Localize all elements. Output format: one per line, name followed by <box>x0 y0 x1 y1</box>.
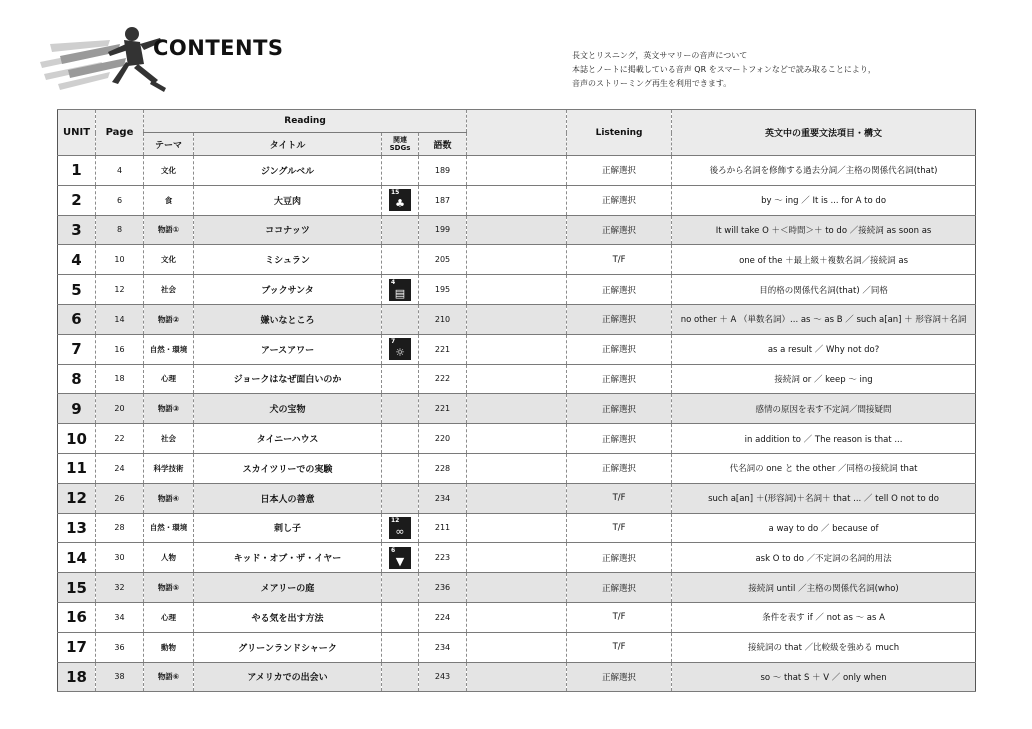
theme-cell: 人物 <box>144 543 194 573</box>
sdgs-cell <box>382 483 419 513</box>
contents-table <box>57 109 976 692</box>
listening-type: 正解選択 <box>567 334 672 364</box>
listening-type: 正解選択 <box>567 156 672 186</box>
grammar-points: so 〜 that S ＋ V ／ only when <box>672 662 976 692</box>
title-cell: 犬の宝物 <box>194 394 382 424</box>
blank-cell <box>467 364 567 394</box>
page-number: 36 <box>96 632 144 662</box>
sdgs-cell <box>382 394 419 424</box>
theme-cell: 心理 <box>144 602 194 632</box>
word-count: 187 <box>419 185 467 215</box>
theme-cell: 文化 <box>144 245 194 275</box>
grammar-points: in addition to ／ The reason is that ... <box>672 424 976 454</box>
table-row <box>58 245 976 275</box>
unit-number: 16 <box>58 602 96 632</box>
word-count: 234 <box>419 483 467 513</box>
sdg-number: 15 <box>391 189 400 197</box>
sdg-number: 6 <box>391 546 396 554</box>
theme-cell: 物語⑤ <box>144 573 194 603</box>
note-line: 本誌とノートに掲載している音声 QR をスマートフォンなどで読み取ることにより， <box>572 65 876 74</box>
listening-type: T/F <box>567 483 672 513</box>
table-row <box>58 602 976 632</box>
sdg-number: 12 <box>391 516 400 524</box>
blank-cell <box>467 156 567 186</box>
header-grammar: 英文中の重要文法項目・構文 <box>672 110 976 156</box>
unit-number: 12 <box>58 483 96 513</box>
header-reading: Reading <box>144 110 467 133</box>
theme-cell: 物語② <box>144 304 194 334</box>
word-count: 223 <box>419 543 467 573</box>
listening-type: T/F <box>567 632 672 662</box>
grammar-points: as a result ／ Why not do? <box>672 334 976 364</box>
word-count: 205 <box>419 245 467 275</box>
unit-number: 9 <box>58 394 96 424</box>
unit-number: 10 <box>58 424 96 454</box>
page-number: 6 <box>96 185 144 215</box>
unit-number: 8 <box>58 364 96 394</box>
title-cell: キッド・オブ・ザ・イヤー <box>194 543 382 573</box>
sdgs-cell <box>382 602 419 632</box>
sdgs-cell <box>382 304 419 334</box>
header-words: 語数 <box>419 133 467 156</box>
sdgs-cell <box>382 543 419 573</box>
unit-number: 2 <box>58 185 96 215</box>
listening-type: T/F <box>567 602 672 632</box>
blank-cell <box>467 245 567 275</box>
theme-cell: 物語④ <box>144 483 194 513</box>
grammar-points: one of the ＋最上級＋複数名詞／接続詞 as <box>672 245 976 275</box>
word-count: 220 <box>419 424 467 454</box>
unit-number: 3 <box>58 215 96 245</box>
grammar-points: 感情の原因を表す不定詞／間接疑問 <box>672 394 976 424</box>
sdgs-cell <box>382 156 419 186</box>
word-count: 210 <box>419 304 467 334</box>
theme-cell: 物語③ <box>144 394 194 424</box>
grammar-points: by 〜 ing ／ It is ... for A to do <box>672 185 976 215</box>
page-number: 18 <box>96 364 144 394</box>
table-row <box>58 394 976 424</box>
word-count: 189 <box>419 156 467 186</box>
listening-type: 正解選択 <box>567 364 672 394</box>
title-cell: ミシュラン <box>194 245 382 275</box>
sdgs-cell <box>382 275 419 305</box>
title-cell: メアリーの庭 <box>194 573 382 603</box>
table-row <box>58 662 976 692</box>
unit-number: 17 <box>58 632 96 662</box>
theme-cell: 科学技術 <box>144 453 194 483</box>
unit-number: 5 <box>58 275 96 305</box>
unit-number: 1 <box>58 156 96 186</box>
listening-type: 正解選択 <box>567 394 672 424</box>
theme-cell: 食 <box>144 185 194 215</box>
grammar-points: no other ＋ A （単数名詞）... as 〜 as B ／ such a[an] ＋ 形容詞＋名詞 <box>672 304 976 334</box>
title-cell: ブックサンタ <box>194 275 382 305</box>
blank-cell <box>467 185 567 215</box>
grammar-points: 接続詞 until ／主格の関係代名詞(who) <box>672 573 976 603</box>
header-page: Page <box>96 110 144 156</box>
page-number: 16 <box>96 334 144 364</box>
sdg-number: 4 <box>391 278 396 286</box>
theme-cell: 動物 <box>144 632 194 662</box>
listening-type: 正解選択 <box>567 543 672 573</box>
grammar-points: 接続詞の that ／比較級を強める much <box>672 632 976 662</box>
word-count: 243 <box>419 662 467 692</box>
word-count: 234 <box>419 632 467 662</box>
sdgs-cell <box>382 513 419 543</box>
page-number: 30 <box>96 543 144 573</box>
header-sdgs: 関連 SDGs <box>382 133 419 156</box>
tree-icon: ♣ <box>395 197 405 211</box>
page-number: 4 <box>96 156 144 186</box>
listening-type: 正解選択 <box>567 453 672 483</box>
table-row <box>58 304 976 334</box>
blank-cell <box>467 662 567 692</box>
title-cell: やる気を出す方法 <box>194 602 382 632</box>
word-count: 236 <box>419 573 467 603</box>
word-count: 199 <box>419 215 467 245</box>
table-row <box>58 275 976 305</box>
table-row <box>58 156 976 186</box>
page-number: 22 <box>96 424 144 454</box>
note-line: 長文とリスニング，英文サマリーの音声について <box>572 51 748 60</box>
table-row <box>58 513 976 543</box>
page-number: 12 <box>96 275 144 305</box>
blank-cell <box>467 483 567 513</box>
title-cell: 嫌いなところ <box>194 304 382 334</box>
sdgs-cell <box>382 245 419 275</box>
sdgs-cell <box>382 453 419 483</box>
sdg-infinity-icon <box>389 517 411 539</box>
page-title: CONTENTS <box>153 36 284 60</box>
table-row <box>58 364 976 394</box>
table-row <box>58 424 976 454</box>
grammar-points: 接続詞 or ／ keep 〜 ing <box>672 364 976 394</box>
page-number: 28 <box>96 513 144 543</box>
word-count: 228 <box>419 453 467 483</box>
blank-cell <box>467 424 567 454</box>
title-cell: 刺し子 <box>194 513 382 543</box>
blank-cell <box>467 632 567 662</box>
blank-cell <box>467 573 567 603</box>
table-row <box>58 215 976 245</box>
table-row <box>58 543 976 573</box>
word-count: 195 <box>419 275 467 305</box>
grammar-points: such a[an] ＋(形容詞)＋名詞＋ that ... ／ tell O not to do <box>672 483 976 513</box>
infinity-icon: ∞ <box>395 524 405 538</box>
sdgs-cell <box>382 364 419 394</box>
page-number: 14 <box>96 304 144 334</box>
blank-cell <box>467 394 567 424</box>
unit-number: 13 <box>58 513 96 543</box>
listening-type: 正解選択 <box>567 185 672 215</box>
listening-type: 正解選択 <box>567 573 672 603</box>
title-cell: 日本人の善意 <box>194 483 382 513</box>
page-number: 24 <box>96 453 144 483</box>
sdg-tree-icon <box>389 189 411 211</box>
title-cell: 大豆肉 <box>194 185 382 215</box>
title-cell: ジョークはなぜ面白いのか <box>194 364 382 394</box>
unit-number: 18 <box>58 662 96 692</box>
sdg-number: 7 <box>391 338 396 346</box>
theme-cell: 社会 <box>144 275 194 305</box>
table-row <box>58 185 976 215</box>
listening-type: 正解選択 <box>567 215 672 245</box>
sun-icon: ☼ <box>395 346 405 360</box>
book-icon: ▤ <box>394 286 406 300</box>
grammar-points: 代名詞の one と the other ／同格の接続詞 that <box>672 453 976 483</box>
word-count: 224 <box>419 602 467 632</box>
title-cell: グリーンランドシャーク <box>194 632 382 662</box>
grammar-points: 後ろから名詞を修飾する過去分詞／主格の関係代名詞(that) <box>672 156 976 186</box>
header-theme: テーマ <box>144 133 194 156</box>
theme-cell: 物語① <box>144 215 194 245</box>
unit-number: 15 <box>58 573 96 603</box>
blank-cell <box>467 513 567 543</box>
blank-cell <box>467 453 567 483</box>
title-cell: アメリカでの出会い <box>194 662 382 692</box>
sdgs-cell <box>382 424 419 454</box>
unit-number: 11 <box>58 453 96 483</box>
blank-cell <box>467 602 567 632</box>
grammar-points: 条件を表す if ／ not as 〜 as A <box>672 602 976 632</box>
word-count: 222 <box>419 364 467 394</box>
title-cell: スカイツリーでの実験 <box>194 453 382 483</box>
unit-number: 7 <box>58 334 96 364</box>
header-listening: Listening <box>567 110 672 156</box>
listening-type: 正解選択 <box>567 662 672 692</box>
blank-cell <box>467 215 567 245</box>
theme-cell: 物語⑥ <box>144 662 194 692</box>
sdgs-cell <box>382 632 419 662</box>
title-cell: タイニーハウス <box>194 424 382 454</box>
page-number: 8 <box>96 215 144 245</box>
sdgs-cell <box>382 334 419 364</box>
word-count: 211 <box>419 513 467 543</box>
sdgs-cell <box>382 573 419 603</box>
page-number: 38 <box>96 662 144 692</box>
blank-cell <box>467 275 567 305</box>
sdg-sun-icon <box>389 338 411 360</box>
theme-cell: 自然・環境 <box>144 334 194 364</box>
header-title: タイトル <box>194 133 382 156</box>
page-number: 32 <box>96 573 144 603</box>
header-unit: UNIT <box>58 110 96 156</box>
table-row <box>58 453 976 483</box>
sdg-book-icon <box>389 279 411 301</box>
blank-cell <box>467 334 567 364</box>
listening-type: 正解選択 <box>567 424 672 454</box>
title-cell: ジングルベル <box>194 156 382 186</box>
blank-cell <box>467 543 567 573</box>
table-row <box>58 573 976 603</box>
sdgs-cell <box>382 215 419 245</box>
grammar-points: It will take O ＋＜時間＞＋ to do ／接続詞 as soon as <box>672 215 976 245</box>
unit-number: 6 <box>58 304 96 334</box>
grammar-points: 目的格の関係代名詞(that) ／同格 <box>672 275 976 305</box>
page-number: 20 <box>96 394 144 424</box>
theme-cell: 文化 <box>144 156 194 186</box>
grammar-points: ask O to do ／不定詞の名詞的用法 <box>672 543 976 573</box>
note-line: 音声のストリーミング再生を利用できます。 <box>572 79 732 88</box>
grammar-points: a way to do ／ because of <box>672 513 976 543</box>
page-number: 26 <box>96 483 144 513</box>
listening-type: T/F <box>567 245 672 275</box>
sdgs-cell <box>382 185 419 215</box>
table-row <box>58 632 976 662</box>
listening-type: 正解選択 <box>567 304 672 334</box>
table-row <box>58 483 976 513</box>
unit-number: 4 <box>58 245 96 275</box>
sdg-water-icon <box>389 547 411 569</box>
word-count: 221 <box>419 334 467 364</box>
unit-number: 14 <box>58 543 96 573</box>
listening-type: T/F <box>567 513 672 543</box>
theme-cell: 心理 <box>144 364 194 394</box>
word-count: 221 <box>419 394 467 424</box>
table-row <box>58 334 976 364</box>
sdgs-cell <box>382 662 419 692</box>
blank-cell <box>467 304 567 334</box>
audio-note <box>572 49 876 91</box>
page-number: 10 <box>96 245 144 275</box>
listening-type: 正解選択 <box>567 275 672 305</box>
theme-cell: 社会 <box>144 424 194 454</box>
header-blank <box>467 110 567 156</box>
water-icon: ▼ <box>395 554 405 568</box>
theme-cell: 自然・環境 <box>144 513 194 543</box>
title-cell: ココナッツ <box>194 215 382 245</box>
title-cell: アースアワー <box>194 334 382 364</box>
page-number: 34 <box>96 602 144 632</box>
